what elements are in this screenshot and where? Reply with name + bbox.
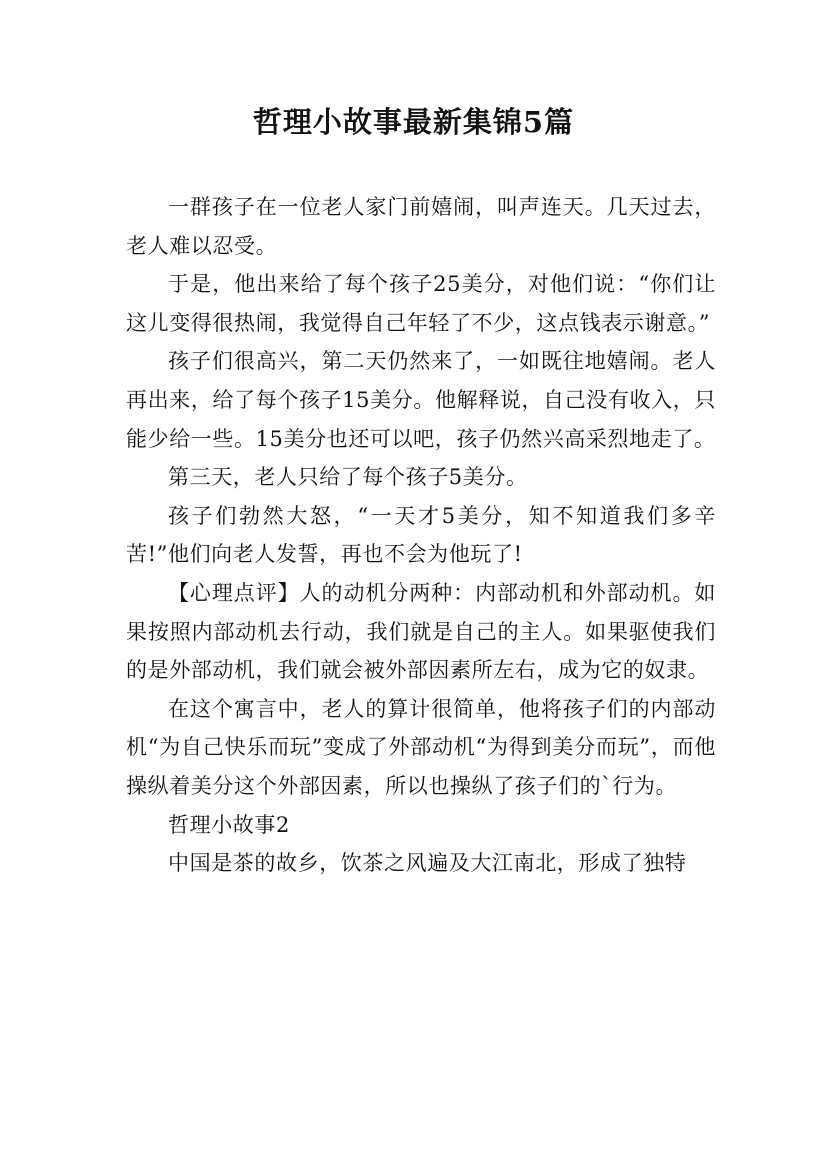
paragraph: 孩子们勃然大怒，“一天才5美分，知不知道我们多辛苦!”他们向老人发誓，再也不会为他玩了!	[126, 503, 716, 567]
section-heading: 哲理小故事2	[168, 812, 290, 837]
paragraph: 于是，他出来给了每个孩子25美分，对他们说：“你们让这儿变得很热闹，我觉得自己年轻了不少，这点钱表示谢意。”	[126, 272, 716, 335]
paragraph: 【心理点评】人的动机分两种：内部动机和外部动机。如果按照内部动机去行动，我们就是自己的主人。如果驱使我们的是外部动机，我们就会被外部因素所左右，成为它的奴隶。	[126, 580, 716, 683]
document-body	[126, 188, 716, 883]
paragraph: 第三天，老人只给了每个孩子5美分。	[168, 465, 528, 490]
paragraph: 中国是茶的故乡，饮茶之风遍及大江南北，形成了独特	[168, 851, 687, 876]
document-title: 哲理小故事最新集锦5篇	[252, 105, 575, 139]
paragraph: 孩子们很高兴，第二天仍然来了，一如既往地嬉闹。老人再出来，给了每个孩子15美分。他解释说，自己没有收入，只能少给一些。15美分也还可以吧，孩子仍然兴高采烈地走了。	[126, 349, 716, 451]
paragraph: 在这个寓言中，老人的算计很简单，他将孩子们的内部动机“为自己快乐而玩”变成了外部动机“为得到美分而玩”，而他操纵着美分这个外部因素，所以也操纵了孩子们的`行为。	[126, 696, 716, 798]
paragraph: 一群孩子在一位老人家门前嬉闹，叫声连天。几天过去，老人难以忍受。	[126, 195, 716, 258]
